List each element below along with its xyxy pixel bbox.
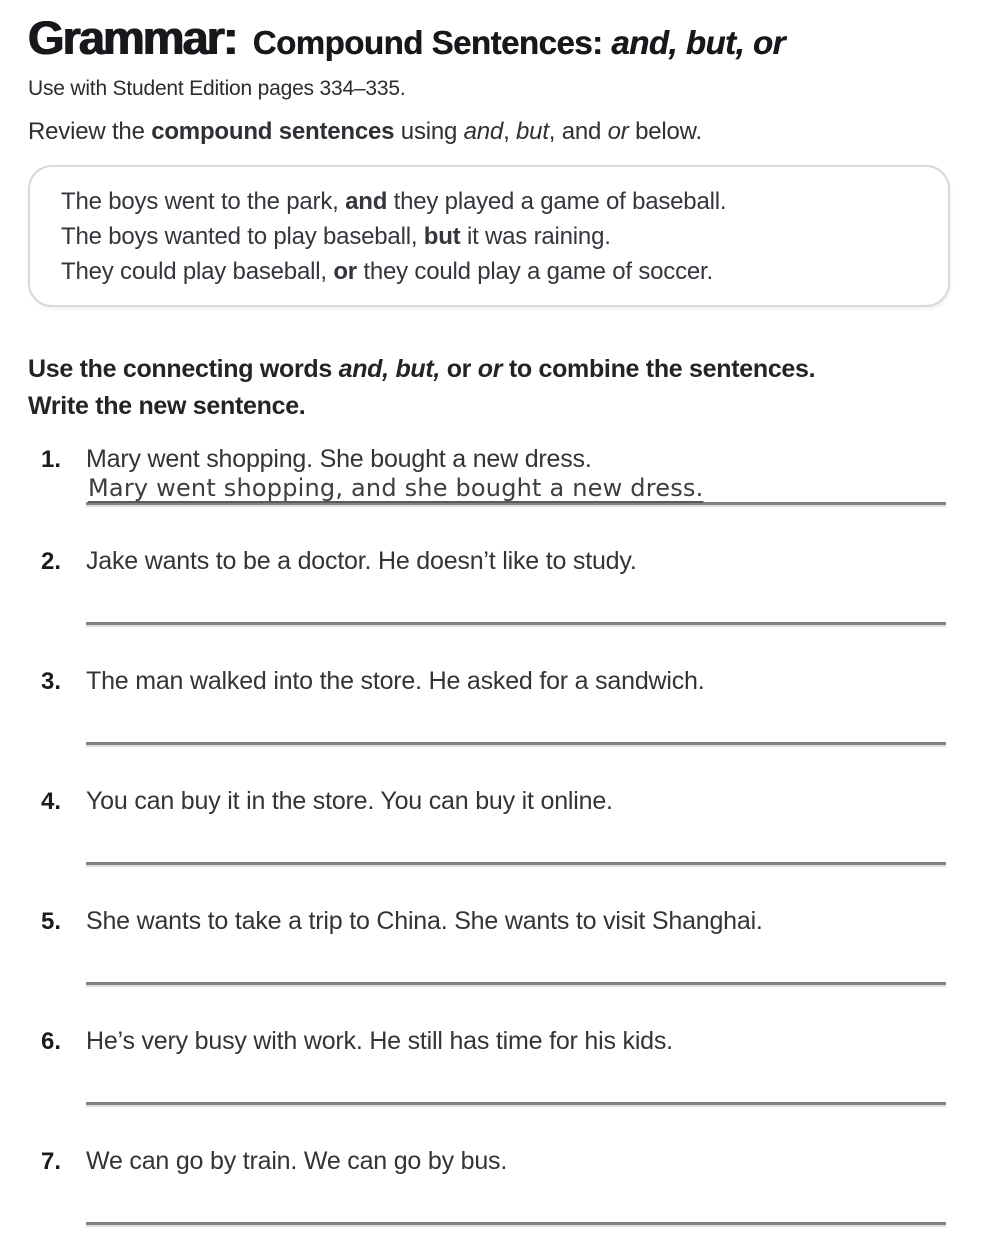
item-number: 2. bbox=[41, 548, 62, 575]
item-prompt: Mary went shopping. She bought a new dress. bbox=[86, 445, 592, 473]
text-segment: below. bbox=[628, 118, 702, 145]
text-segment: Use the connecting words bbox=[28, 355, 339, 383]
text-segment: They could play baseball, bbox=[61, 258, 334, 285]
item-number: 6. bbox=[41, 1028, 62, 1055]
answer-text: Mary went shopping, and she bought a new dress. bbox=[88, 474, 704, 502]
answer-blank[interactable] bbox=[86, 622, 946, 625]
example-sentence bbox=[61, 184, 918, 219]
text-segment: but bbox=[516, 118, 549, 145]
directions bbox=[28, 351, 843, 425]
worksheet-item bbox=[28, 545, 952, 625]
edition-reference: Use with Student Edition pages 334–335. bbox=[28, 77, 406, 100]
title-topic-text: Compound Sentences: bbox=[252, 24, 603, 61]
text-segment: and bbox=[345, 188, 388, 215]
text-segment: to combine the sentences. Write the new sentence. bbox=[28, 355, 816, 420]
title-conjunctions: and, but, or bbox=[611, 24, 785, 61]
page-title bbox=[28, 10, 952, 65]
item-prompt-row bbox=[41, 905, 952, 937]
item-number: 1. bbox=[41, 446, 62, 473]
text-segment: using bbox=[394, 118, 464, 145]
worksheet-item bbox=[28, 665, 952, 745]
answer-blank[interactable] bbox=[86, 862, 946, 865]
item-prompt: The man walked into the store. He asked for a sandwich. bbox=[86, 667, 705, 695]
answer-blank[interactable] bbox=[86, 474, 946, 505]
text-segment: and bbox=[463, 118, 504, 145]
text-segment: Review the bbox=[28, 118, 152, 145]
title-grammar: Grammar: bbox=[28, 11, 237, 64]
text-segment: or bbox=[440, 355, 478, 383]
item-number: 7. bbox=[41, 1148, 62, 1175]
text-segment: The boys went to the park, bbox=[61, 188, 346, 215]
text-segment: it was raining. bbox=[460, 223, 611, 250]
example-sentence bbox=[61, 254, 918, 289]
item-prompt-row bbox=[41, 1025, 952, 1057]
worksheet-item bbox=[28, 1145, 952, 1225]
item-prompt: He’s very busy with work. He still has time for his kids. bbox=[86, 1027, 673, 1055]
item-prompt: She wants to take a trip to China. She wants to visit Shanghai. bbox=[86, 907, 763, 935]
item-prompt-row bbox=[41, 443, 952, 475]
example-box bbox=[28, 165, 950, 307]
answer-blank[interactable] bbox=[86, 1102, 946, 1105]
item-prompt: We can go by train. We can go by bus. bbox=[86, 1147, 508, 1175]
text-segment: or bbox=[607, 118, 629, 145]
text-segment: or bbox=[333, 258, 357, 285]
item-number: 4. bbox=[41, 788, 62, 815]
example-sentence bbox=[61, 219, 918, 254]
text-segment: , and bbox=[548, 118, 608, 145]
answer-blank[interactable] bbox=[86, 742, 946, 745]
worksheet-item bbox=[28, 905, 952, 985]
item-prompt-row bbox=[41, 785, 952, 817]
item-prompt: Jake wants to be a doctor. He doesn’t like to study. bbox=[86, 547, 637, 575]
text-segment: compound sentences bbox=[151, 118, 395, 145]
worksheet-item bbox=[28, 1025, 952, 1105]
worksheet-item bbox=[28, 785, 952, 865]
text-segment: The boys wanted to play baseball, bbox=[61, 223, 424, 250]
answer-blank[interactable] bbox=[86, 1222, 946, 1225]
item-prompt-row bbox=[41, 1145, 952, 1177]
worksheet-item bbox=[28, 443, 952, 505]
item-prompt: You can buy it in the store. You can buy it online. bbox=[86, 787, 613, 815]
text-segment: or bbox=[477, 355, 503, 383]
worksheet-items bbox=[28, 443, 952, 1225]
text-segment: they could play a game of soccer. bbox=[356, 258, 713, 285]
text-segment: and, but, bbox=[338, 355, 441, 383]
item-number: 5. bbox=[41, 908, 62, 935]
review-instruction bbox=[28, 117, 952, 147]
item-prompt-row bbox=[41, 545, 952, 577]
text-segment: but bbox=[423, 223, 461, 250]
item-prompt-row bbox=[41, 665, 952, 697]
item-number: 3. bbox=[41, 668, 62, 695]
text-segment: , bbox=[503, 118, 517, 145]
text-segment: they played a game of baseball. bbox=[387, 188, 727, 215]
answer-blank[interactable] bbox=[86, 982, 946, 985]
title-topic bbox=[253, 24, 785, 62]
